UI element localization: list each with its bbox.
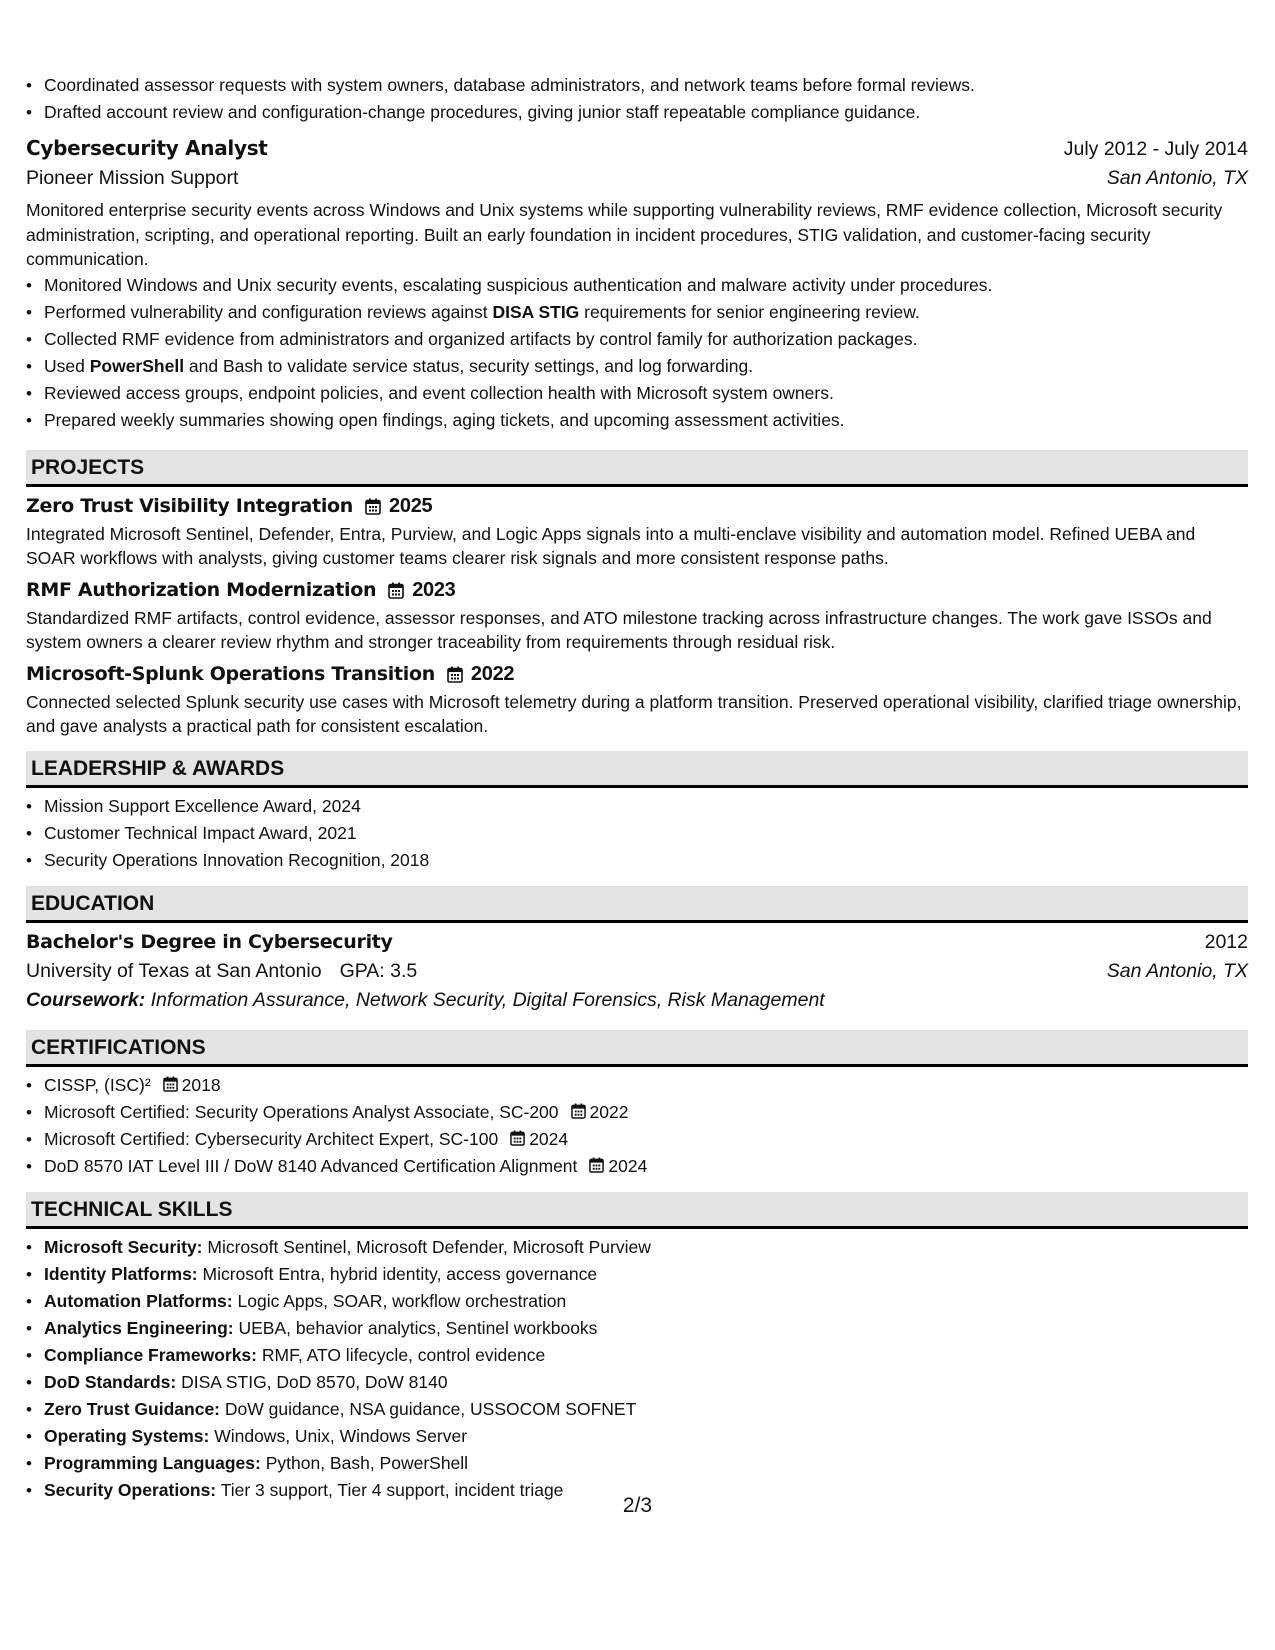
skill-label: Automation Platforms:: [44, 1290, 233, 1311]
project-year: 2025: [389, 494, 433, 517]
list-item: [44, 1423, 1248, 1450]
list-item: [44, 1288, 1248, 1315]
job-entry: [26, 136, 1248, 434]
section-heading-education: EDUCATION: [26, 886, 1248, 923]
cert-year: 2024: [529, 1128, 569, 1149]
education-entry: [26, 931, 1248, 1012]
project-description: Connected selected Splunk security use cases with Microsoft telemetry during a platform transition. Preserved operational visibility, clarified triage ownership, and gave analysts a practical path for consistent escalation.: [26, 691, 1242, 736]
calendar-icon: [589, 1157, 604, 1173]
section-heading-certifications: CERTIFICATIONS: [26, 1030, 1248, 1067]
page-number: 2/3: [622, 1494, 653, 1517]
skill-label: DoD Standards:: [44, 1371, 177, 1392]
section-heading-awards: LEADERSHIP & AWARDS: [26, 751, 1248, 788]
skill-label: Identity Platforms:: [44, 1263, 198, 1284]
list-item: • Reviewed access groups, endpoint policies, and event collection health with Microsoft system owners.: [44, 380, 1248, 407]
degree: Bachelor's Degree in Cybersecurity: [26, 930, 393, 953]
calendar-icon: [447, 666, 463, 683]
list-item: [44, 1099, 1248, 1126]
section-heading-skills: TECHNICAL SKILLS: [26, 1192, 1248, 1229]
job-location: San Antonio, TX: [1106, 167, 1248, 189]
school-location: San Antonio, TX: [1106, 959, 1248, 982]
previous-role-bullets: [26, 72, 1248, 126]
awards-list: [26, 793, 1248, 874]
list-item: • Collected RMF evidence from administrators and organized artifacts by control family for authorization packages.: [44, 326, 1248, 353]
coursework-label: Coursework:: [26, 988, 146, 1011]
resume-page: [26, 72, 1248, 1504]
graduation-year: 2012: [1204, 930, 1248, 953]
skill-label: Zero Trust Guidance:: [44, 1398, 220, 1419]
cert-name: Microsoft Certified: Security Operations Analyst Associate, SC-200: [44, 1101, 559, 1122]
list-item: • Security Operations Innovation Recognition, 2018: [44, 847, 1248, 874]
project-entry: [26, 495, 1248, 571]
cert-name: CISSP, (ISC)²: [44, 1074, 151, 1095]
skill-value: DoW guidance, NSA guidance, USSOCOM SOFNET: [224, 1398, 637, 1419]
project-description: Integrated Microsoft Sentinel, Defender, Entra, Purview, and Logic Apps signals into a multi-enclave visibility and automation model. Refined UEBA and SOAR workflows with analysts, giving customer teams clearer risk signals and more consistent response paths.: [26, 523, 1196, 568]
project-name: Microsoft-Splunk Operations Transition: [26, 663, 435, 685]
calendar-icon: [163, 1076, 178, 1092]
list-item: [44, 1126, 1248, 1153]
skill-value: Windows, Unix, Windows Server: [214, 1425, 468, 1446]
gpa: GPA: 3.5: [339, 959, 418, 982]
skill-value: DISA STIG, DoD 8570, DoW 8140: [181, 1371, 448, 1392]
skill-value: Tier 3 support, Tier 4 support, incident triage: [220, 1479, 564, 1500]
skill-label: Microsoft Security:: [44, 1236, 203, 1257]
project-entry: [26, 663, 1248, 739]
job-bullets: [26, 272, 1248, 434]
project-year: 2022: [470, 662, 515, 685]
job-summary: Monitored enterprise security events across Windows and Unix systems while supporting vulnerability reviews, RMF evidence collection, Microsoft security administration, scripting, and operational reporting. Built an early foundation in incident procedures, STIG validation, and customer-facing security communication.: [26, 200, 1223, 269]
list-item: [44, 1072, 1248, 1099]
list-item: [44, 1234, 1248, 1261]
section-heading-projects: PROJECTS: [26, 450, 1248, 487]
list-item: [44, 1369, 1248, 1396]
skill-label: Programming Languages:: [44, 1452, 261, 1473]
list-item: • Coordinated assessor requests with system owners, database administrators, and network teams before formal reviews.: [44, 72, 1248, 99]
skill-label: Security Operations:: [44, 1479, 217, 1500]
coursework-list: Information Assurance, Network Security, Digital Forensics, Risk Management: [150, 988, 825, 1011]
skill-value: Microsoft Sentinel, Microsoft Defender, Microsoft Purview: [207, 1236, 651, 1257]
projects-list: [26, 495, 1248, 739]
skill-value: Microsoft Entra, hybrid identity, access governance: [202, 1263, 598, 1284]
list-item: • Mission Support Excellence Award, 2024: [44, 793, 1248, 820]
project-entry: [26, 579, 1248, 655]
cert-year: 2024: [608, 1155, 648, 1176]
list-item: [44, 1153, 1248, 1180]
list-item: [44, 1342, 1248, 1369]
list-item: • Monitored Windows and Unix security events, escalating suspicious authentication and malware activity under procedures.: [44, 272, 1248, 299]
school-name: University of Texas at San Antonio: [26, 959, 322, 982]
project-description: Standardized RMF artifacts, control evidence, assessor responses, and ATO milestone tracking across infrastructure changes. The work gave ISSOs and system owners a clearer review rhythm and stronger traceability from requirements through residual risk.: [26, 607, 1212, 652]
cert-year: 2022: [589, 1101, 629, 1122]
coursework: [26, 989, 1248, 1012]
cert-name: Microsoft Certified: Cybersecurity Architect Expert, SC-100: [44, 1128, 499, 1149]
cert-name: DoD 8570 IAT Level III / DoW 8140 Advanced Certification Alignment: [44, 1155, 578, 1176]
job-title: Cybersecurity Analyst: [26, 136, 268, 160]
list-item: [44, 1396, 1248, 1423]
list-item: • Drafted account review and configuration-change procedures, giving junior staff repeatable compliance guidance.: [44, 99, 1248, 126]
skill-value: RMF, ATO lifecycle, control evidence: [261, 1344, 546, 1365]
list-item: [44, 1261, 1248, 1288]
skill-value: UEBA, behavior analytics, Sentinel workbooks: [238, 1317, 598, 1338]
project-year: 2023: [412, 578, 456, 601]
job-organization: Pioneer Mission Support: [26, 167, 239, 189]
calendar-icon: [510, 1130, 525, 1146]
calendar-icon: [571, 1103, 586, 1119]
list-item: [44, 1315, 1248, 1342]
calendar-icon: [388, 582, 404, 599]
cert-year: 2018: [181, 1074, 221, 1095]
list-item: • Customer Technical Impact Award, 2021: [44, 820, 1248, 847]
skill-label: Compliance Frameworks:: [44, 1344, 257, 1365]
skills-list: [26, 1234, 1248, 1504]
project-name: RMF Authorization Modernization: [26, 579, 377, 601]
certifications-list: [26, 1072, 1248, 1180]
skill-label: Analytics Engineering:: [44, 1317, 234, 1338]
job-dates: July 2012 - July 2014: [1063, 138, 1248, 160]
project-name: Zero Trust Visibility Integration: [26, 495, 354, 517]
list-item: • Prepared weekly summaries showing open findings, aging tickets, and upcoming assessment activities.: [44, 407, 1248, 434]
skill-value: Python, Bash, PowerShell: [265, 1452, 469, 1473]
calendar-icon: [365, 498, 381, 515]
list-item: • Performed vulnerability and configuration reviews against DISA STIG requirements for senior engineering review.: [44, 299, 1248, 326]
skill-value: Logic Apps, SOAR, workflow orchestration: [237, 1290, 567, 1311]
skill-label: Operating Systems:: [44, 1425, 210, 1446]
list-item: [44, 1450, 1248, 1477]
list-item: • Used PowerShell and Bash to validate service status, security settings, and log forwarding.: [44, 353, 1248, 380]
